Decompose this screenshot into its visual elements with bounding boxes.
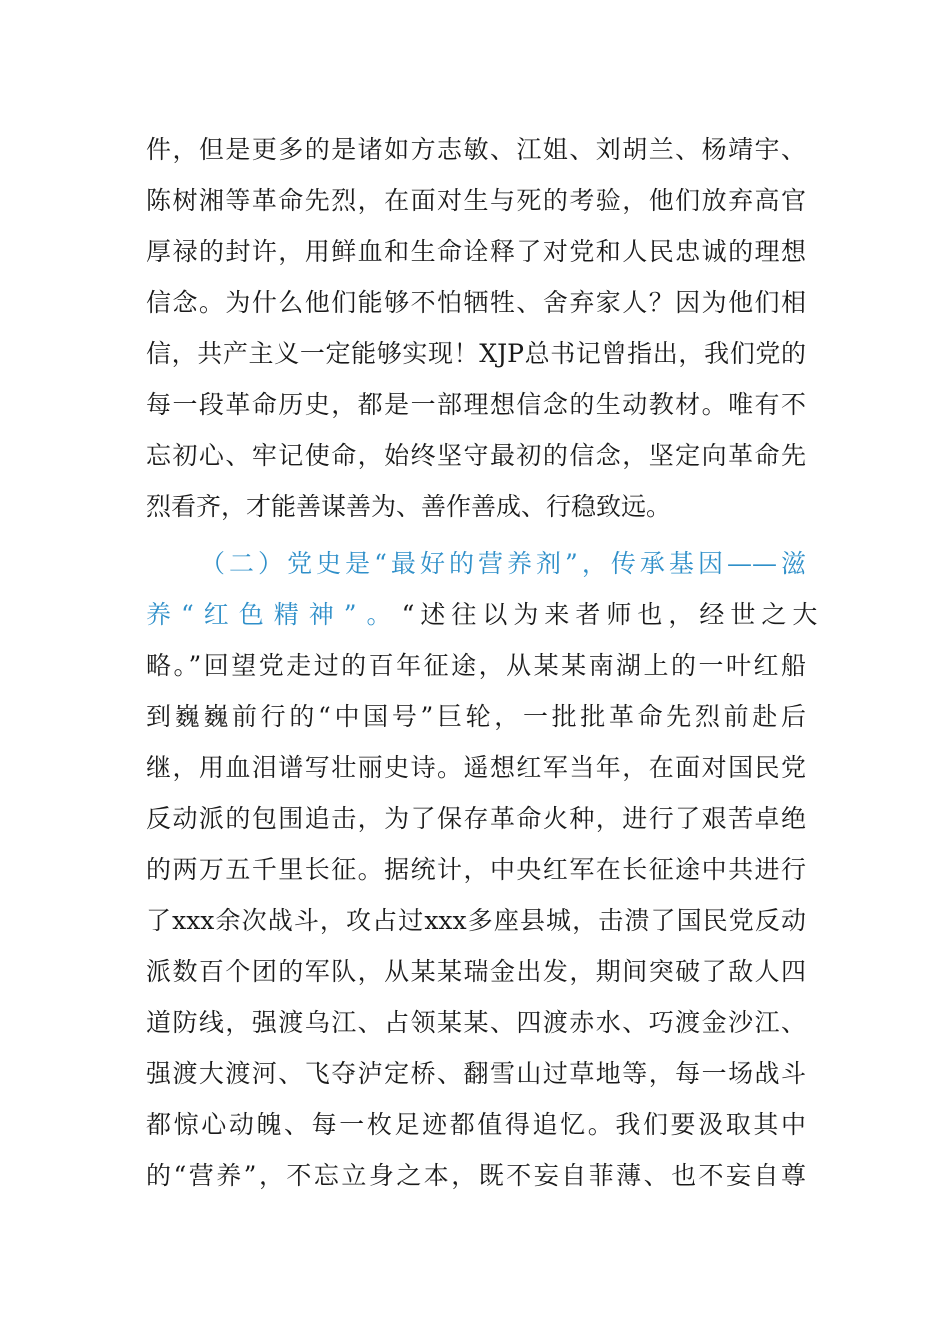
paragraph-line: 信，共产主义一定能够实现！XJP总书记曾指出，我们党的	[146, 339, 806, 368]
paragraph-line: 的“营养”，不忘立身之本，既不妄自菲薄、也不妄自尊	[146, 1161, 806, 1190]
paragraph-line: 派数百个团的军队，从某某瑞金出发，期间突破了敌人四	[146, 957, 806, 986]
paragraph-line: 信念。为什么他们能够不怕牺牲、舍弃家人？因为他们相	[146, 288, 806, 317]
paragraph-line: 道防线，强渡乌江、占领某某、四渡赤水、巧渡金沙江、	[146, 1008, 806, 1037]
paragraph-line: 略。”回望党走过的百年征途，从某某南湖上的一叶红船	[146, 651, 806, 680]
paragraph-line: 继，用血泪谱写壮丽史诗。遥想红军当年，在面对国民党	[146, 753, 806, 782]
paragraph-line: 的两万五千里长征。据统计，中央红军在长征途中共进行	[146, 855, 806, 884]
paragraph-line: 厚禄的封许，用鲜血和生命诠释了对党和人民忠诚的理想	[146, 237, 806, 266]
quote-start: “述往以为来者师也，经世之大	[401, 600, 824, 629]
paragraph-line: 到巍巍前行的“中国号”巨轮，一批批革命先烈前赴后	[146, 702, 806, 731]
paragraph-line: 强渡大渡河、飞夺泸定桥、翻雪山过草地等，每一场战斗	[146, 1059, 806, 1088]
paragraph-line: 每一段革命历史，都是一部理想信念的生动教材。唯有不	[146, 390, 806, 419]
section-heading-end: 养“红色精神”。	[146, 600, 402, 629]
paragraph-line: 忘初心、牢记使命，始终坚守最初的信念，坚定向革命先	[146, 441, 806, 470]
paragraph-line: 陈树湘等革命先烈，在面对生与死的考验，他们放弃高官	[146, 186, 806, 215]
paragraph-line: 都惊心动魄、每一枚足迹都值得追忆。我们要汲取其中	[146, 1110, 806, 1139]
paragraph-line: 件，但是更多的是诸如方志敏、江姐、刘胡兰、杨靖宇、	[146, 135, 806, 164]
paragraph-line: 了xxx余次战斗，攻占过xxx多座县城，击溃了国民党反动	[146, 906, 806, 935]
heading-continuation-line	[146, 598, 824, 632]
section-heading: （二）党史是“最好的营养剂”，传承基因——滋	[200, 549, 806, 578]
paragraph-line: 反动派的包围追击，为了保存革命火种，进行了艰苦卓绝	[146, 804, 806, 833]
paragraph-line: 烈看齐，才能善谋善为、善作善成、行稳致远。	[146, 492, 672, 521]
